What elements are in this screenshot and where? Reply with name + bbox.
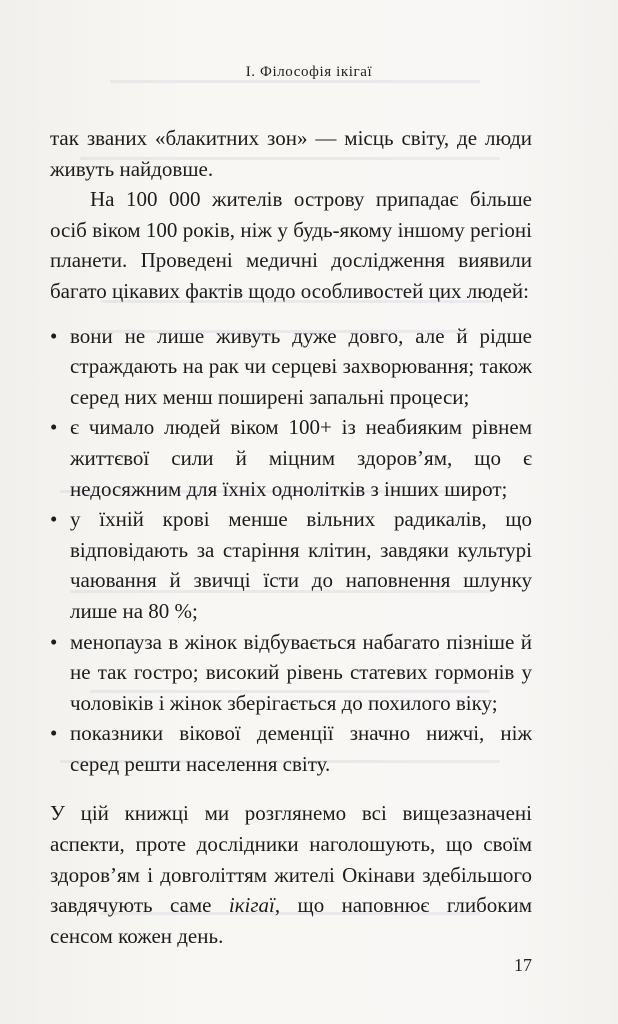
bullet-list: [50, 321, 532, 780]
list-item: • вони не лише живуть дуже довго, але й рідше страждають на рак чи серцеві захворювання; також серед них менш поширені запальні процеси;: [50, 321, 532, 413]
list-item: • показники вікової деменції значно нижчі, ніж серед решти населення світу.: [50, 718, 532, 779]
page-number: 17: [514, 955, 532, 975]
bullet-icon: •: [50, 415, 58, 440]
paragraph: так званих «блакитних зон» — місць світу, де люди живуть найдовше.: [50, 126, 532, 181]
bullet-icon: •: [50, 629, 58, 654]
list-item: • є чимало людей віком 100+ із неабияким рівнем життєвої сили й міцним здоров’ям, що є недосяжним для їхніх однолітків з інших широт;: [50, 412, 532, 504]
page-body: [50, 123, 532, 951]
paragraph: У цій книжці ми розглянемо всі вищезазначені аспекти, проте дослідники наголошують, що своїм здоров’ям і довголіттям жителі Окінави здебільшого завдячують саме ікігаї, що наповнює глибоким сенсом кожен день.: [50, 801, 533, 948]
emphasis-ikigai: ікігаї: [228, 893, 275, 918]
list-item: • менопауза в жінок відбувається набагато пізніше й не так гостро; високий рівень статевих гормонів у чоловіків і жінок зберігається до похилого віку;: [50, 627, 532, 719]
bullet-icon: •: [50, 507, 58, 532]
paragraph: На 100 000 жителів острову припадає більше осіб віком 100 років, ніж у будь-якому іншому регіоні планети. Проведені медичні дослідження виявили багато цікавих фактів щодо особливостей цих людей:: [50, 187, 532, 303]
list-item: • у їхній крові менше вільних радикалів, що відповідають за старіння клітин, завдяки культурі чаювання й звичці їсти до наповнення шлунку лише на 80 %;: [50, 504, 532, 626]
bullet-icon: •: [50, 721, 58, 746]
bullet-icon: •: [50, 323, 58, 348]
running-head: I. Філософія ікігаї: [245, 64, 373, 80]
